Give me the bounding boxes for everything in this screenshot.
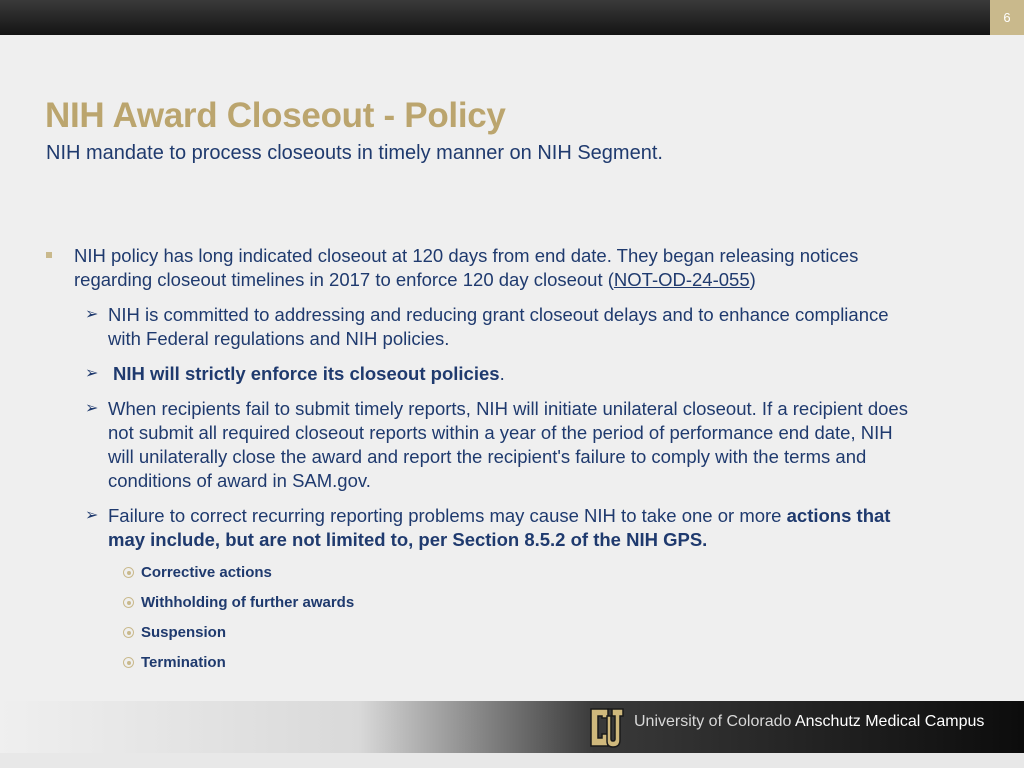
sub-bullet-3-line-4: conditions of award in SAM.gov.	[108, 470, 371, 491]
circle-bullet-icon	[123, 657, 134, 668]
action-item: Suspension	[141, 624, 227, 641]
action-item: Termination	[141, 654, 226, 671]
footer-strip	[0, 753, 1024, 768]
circle-bullet-icon	[123, 567, 134, 578]
arrow-bullet-icon: ➢	[85, 400, 99, 417]
arrow-bullet-icon: ➢	[85, 306, 99, 323]
sub-bullet-3-line-2: not submit all required closeout reports within a year of the period of performance end date, NIH	[108, 422, 893, 443]
main-bullet-line-1: NIH policy has long indicated closeout at 120 days from end date. They began releasing notices	[74, 245, 859, 266]
main-bullet-line-2: regarding closeout timelines in 2017 to enforce 120 day closeout (NOT-OD-24-055)	[74, 269, 756, 290]
sub-bullet-2: NIH will strictly enforce its closeout policies.	[113, 363, 505, 384]
page-number: 6	[990, 0, 1024, 35]
cu-logo-icon	[588, 706, 626, 750]
arrow-bullet-icon: ➢	[85, 365, 99, 382]
top-bar	[0, 0, 1024, 35]
circle-bullet-icon	[123, 627, 134, 638]
slide-subtitle: NIH mandate to process closeouts in timely manner on NIH Segment.	[46, 142, 663, 164]
sub-bullet-1-line-1: NIH is committed to addressing and reducing grant closeout delays and to enhance compliance	[108, 304, 889, 325]
not-od-24-055-link[interactable]: NOT-OD-24-055	[613, 269, 750, 290]
university-wordmark: University of Colorado Anschutz Medical Campus	[634, 713, 985, 730]
action-item: Corrective actions	[141, 564, 272, 581]
action-item: Withholding of further awards	[141, 594, 355, 611]
sub-bullet-3-line-1: When recipients fail to submit timely reports, NIH will initiate unilateral closeout. If a recipient does	[108, 398, 908, 419]
sub-bullet-4-line-1: Failure to correct recurring reporting problems may cause NIH to take one or more actions that	[108, 505, 891, 526]
slide-title: NIH Award Closeout - Policy	[45, 96, 506, 135]
square-bullet-icon	[46, 252, 52, 258]
circle-bullet-icon	[123, 597, 134, 608]
sub-bullet-1-line-2: with Federal regulations and NIH policies.	[108, 328, 450, 349]
sub-bullet-4-line-2: may include, but are not limited to, per Section 8.5.2 of the NIH GPS.	[108, 529, 708, 550]
sub-bullet-3-line-3: will unilaterally close the award and report the recipient's failure to comply with the terms and	[108, 446, 867, 467]
arrow-bullet-icon: ➢	[85, 507, 99, 524]
